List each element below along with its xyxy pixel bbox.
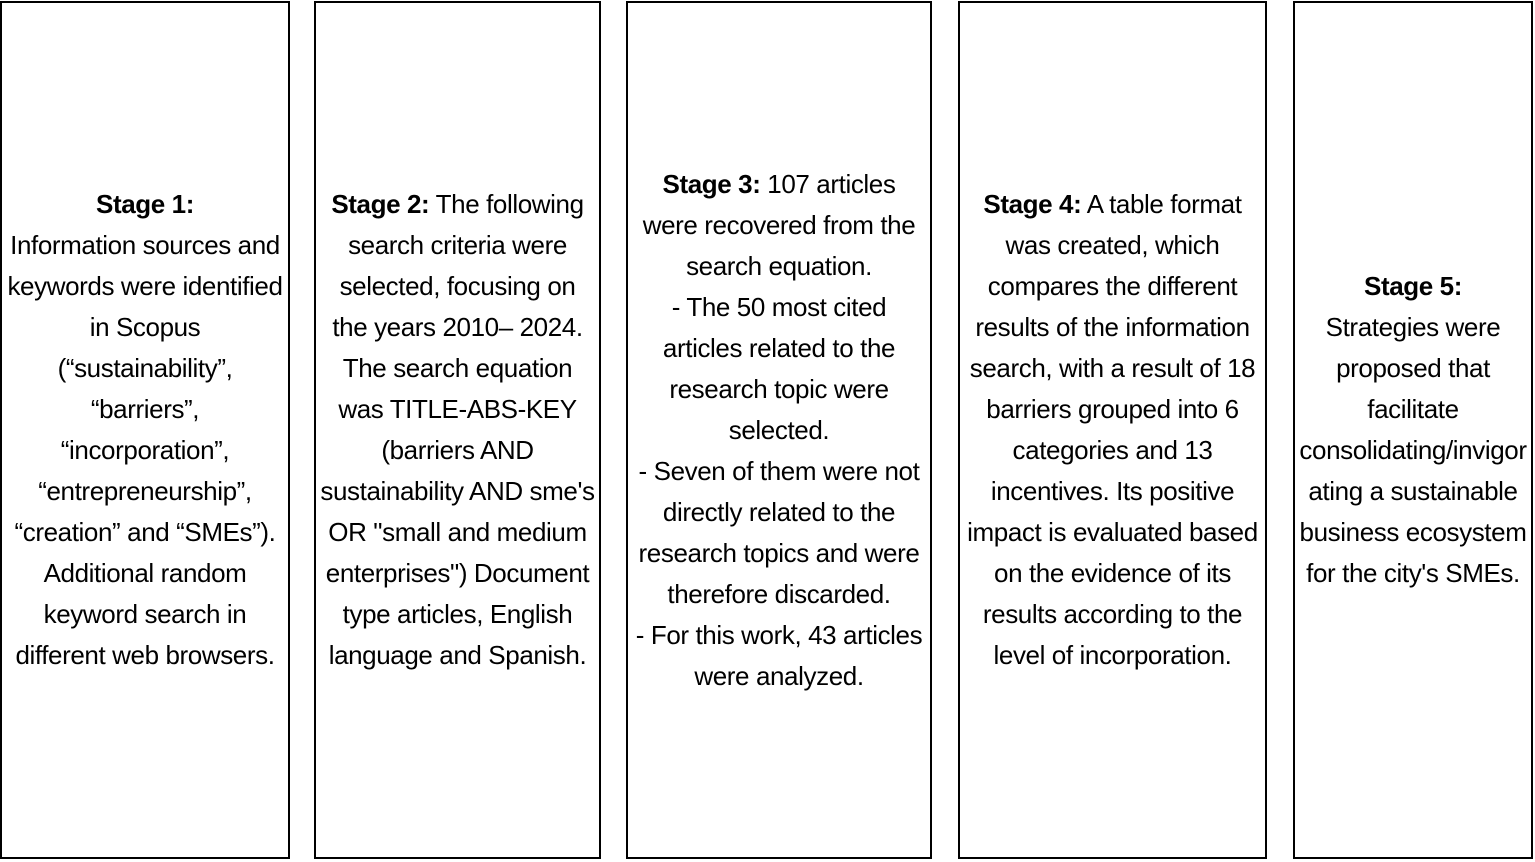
stage-4-title: Stage 4: <box>983 189 1082 219</box>
stage-1-title: Stage 1: <box>96 189 194 219</box>
stage-3-title: Stage 3: <box>662 168 761 199</box>
stage-3-bullet-3: - For this work, 43 articles were analyzed. <box>635 619 923 691</box>
stage-1-description: Information sources and keywords were identified in Scopus (“sustainability”, “barriers”, “incorporation”, “entrepreneurship”, “creation” and “SMEs”). Additional random keyword search in different web browsers. <box>7 230 283 670</box>
stage-5-title: Stage 5: <box>1364 271 1462 301</box>
stage-4-description: A table format was created, which compares the different results of the information search, with a result of 18 barriers grouped into 6 categories and 13 incentives. Its positive impact is evaluated based on the evidence of its results according to the level of incorporation. <box>967 189 1258 670</box>
stage-3-bullet-1: - The 50 most cited articles related to the research topic were selected. <box>662 291 896 445</box>
stage-3-bullet-2: - Seven of them were not directly related to the research topics and were therefore discarded. <box>638 455 920 609</box>
stage-3-text <box>628 164 930 697</box>
stage-3-description: 107 articles were recovered from the search equation. <box>642 168 916 281</box>
stage-5-text <box>1295 266 1531 594</box>
stage-2-box <box>314 1 601 859</box>
stage-4-text <box>960 184 1265 676</box>
stage-3-box <box>626 1 932 859</box>
stage-1-text <box>2 184 288 676</box>
stage-4-box <box>958 1 1267 859</box>
stage-2-text <box>316 184 599 676</box>
stage-1-box <box>0 1 290 859</box>
stage-2-description: The following search criteria were selected, focusing on the years 2010– 2024. The search equation was TITLE-ABS-KEY (barriers AND sustainability AND sme's OR "small and medium enterprises") Document type articles, English language and Spanish. <box>320 189 595 670</box>
stage-5-box <box>1293 1 1533 859</box>
stage-5-description: Strategies were proposed that facilitate consolidating/invigorating a sustainable business ecosystem for the city's SMEs. <box>1299 312 1527 588</box>
stage-2-title: Stage 2: <box>331 189 430 219</box>
